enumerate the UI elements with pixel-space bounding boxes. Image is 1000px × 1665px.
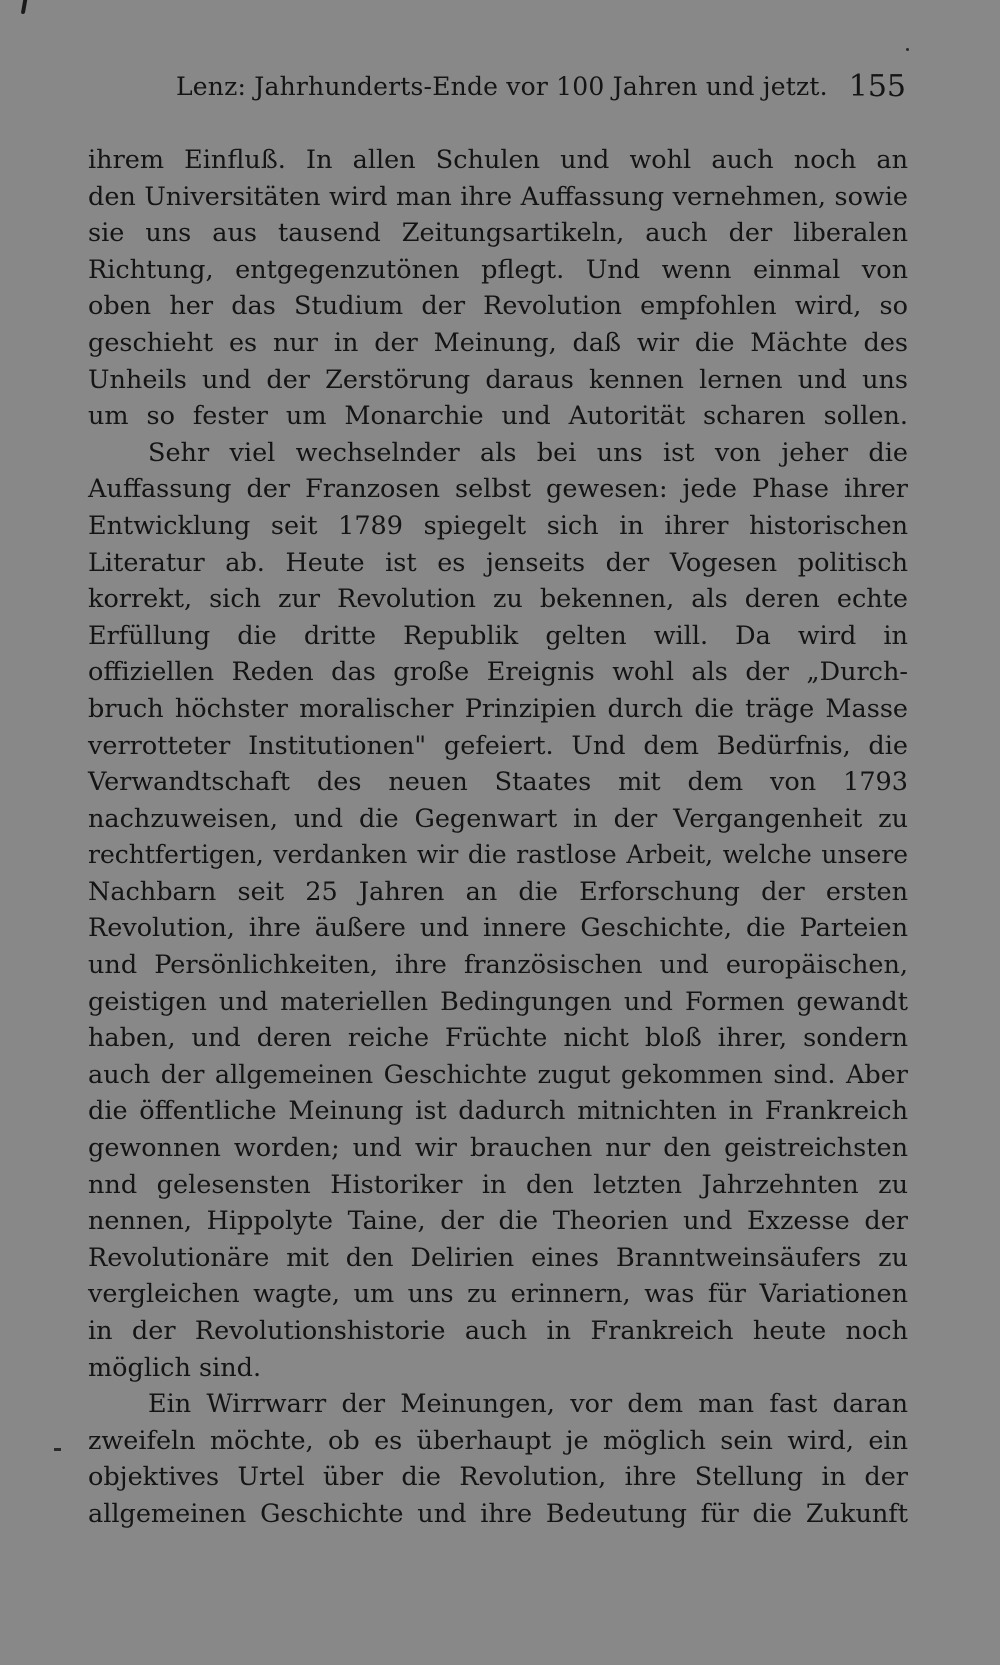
text-line: den Universitäten wird man ihre Auffassung vernehmen, sowie	[88, 181, 908, 212]
text-line: nachzuweisen, und die Gegenwart in der Vergangenheit zu	[88, 803, 908, 834]
text-line: offiziellen Reden das große Ereignis wohl als der „Durch-	[88, 657, 908, 688]
text-line: rechtfertigen, verdanken wir die rastlose Arbeit, welche unsere	[88, 840, 908, 870]
text-line: Auffassung der Franzosen selbst gewesen: jede Phase ihrer	[88, 474, 908, 505]
text-line: zweifeln möchte, ob es überhaupt je möglich sein wird, ein	[88, 1425, 908, 1456]
text-line: auch der allgemeinen Geschichte zugut gekommen sind. Aber	[88, 1059, 908, 1090]
text-line: vergleichen wagte, um uns zu erinnern, was für Variationen	[88, 1279, 908, 1310]
text-line: haben, und deren reiche Früchte nicht bloß ihrer, sondern	[88, 1023, 908, 1054]
text-line: objektives Urtel über die Revolution, ihre Stellung in der	[88, 1462, 908, 1493]
ink-dot-top-right	[906, 48, 909, 51]
text-line: geistigen und materiellen Bedingungen und Formen gewandt	[88, 986, 908, 1017]
text-line: Sehr viel wechselnder als bei uns ist von jeher die	[148, 437, 908, 468]
text-line: korrekt, sich zur Revolution zu bekennen, als deren echte	[88, 584, 908, 615]
text-line: Entwicklung seit 1789 spiegelt sich in ihrer historischen	[88, 510, 908, 541]
text-line: Revolution, ihre äußere und innere Geschichte, die Parteien	[88, 913, 908, 944]
page-number: 155	[848, 68, 906, 104]
ink-mark-top-left	[21, 0, 27, 14]
paragraph	[88, 435, 908, 1386]
running-header	[176, 66, 906, 106]
text-line: Literatur ab. Heute ist es jenseits der Vogesen politisch	[88, 547, 908, 578]
text-line: Richtung, entgegenzutönen pflegt. Und wenn einmal von	[88, 254, 908, 285]
text-line: Ein Wirrwarr der Meinungen, vor dem man fast daran	[148, 1389, 908, 1420]
text-line: Revolutionäre mit den Delirien eines Branntweinsäufers zu	[88, 1242, 908, 1273]
text-line: Verwandtschaft des neuen Staates mit dem von 1793	[88, 767, 908, 798]
text-line: ihrem Einfluß. In allen Schulen und wohl auch noch an	[88, 145, 908, 175]
text-line: Unheils und der Zerstörung daraus kennen lernen und uns	[88, 364, 908, 395]
text-line: nnd gelesensten Historiker in den letzten Jahrzehnten zu	[88, 1169, 908, 1200]
text-line: verrotteter Institutionen" gefeiert. Und dem Bedürfnis, die	[88, 730, 908, 761]
paragraph	[88, 1386, 908, 1532]
text-line: und Persönlichkeiten, ihre französischen und europäischen,	[88, 950, 908, 981]
text-line: allgemeinen Geschichte und ihre Bedeutung für die Zukunft	[88, 1498, 908, 1529]
text-line: gewonnen worden; und wir brauchen nur den geistreichsten	[88, 1133, 908, 1164]
ink-dash-left-margin	[54, 1448, 61, 1451]
text-line: geschieht es nur in der Meinung, daß wir die Mächte des	[88, 327, 908, 358]
text-line: nennen, Hippolyte Taine, der die Theorien und Exzesse der	[88, 1206, 908, 1237]
body-text	[88, 142, 908, 1533]
text-line: bruch höchster moralischer Prinzipien durch die träge Masse	[88, 693, 908, 724]
text-line: in der Revolutionshistorie auch in Frankreich heute noch	[88, 1316, 908, 1346]
text-line: Nachbarn seit 25 Jahren an die Erforschung der ersten	[88, 876, 908, 907]
running-title: Lenz: Jahrhunderts-Ende vor 100 Jahren und jetzt.	[176, 71, 828, 101]
text-line: möglich sind.	[88, 1352, 262, 1383]
text-line: oben her das Studium der Revolution empfohlen wird, so	[88, 291, 908, 322]
text-line: um so fester um Monarchie und Autorität scharen sollen.	[88, 401, 908, 432]
text-line: sie uns aus tausend Zeitungsartikeln, auch der liberalen	[88, 218, 908, 249]
text-line: Erfüllung die dritte Republik gelten will. Da wird in	[88, 620, 908, 651]
text-line: die öffentliche Meinung ist dadurch mitnichten in Frankreich	[88, 1096, 908, 1127]
paragraph	[88, 142, 908, 435]
